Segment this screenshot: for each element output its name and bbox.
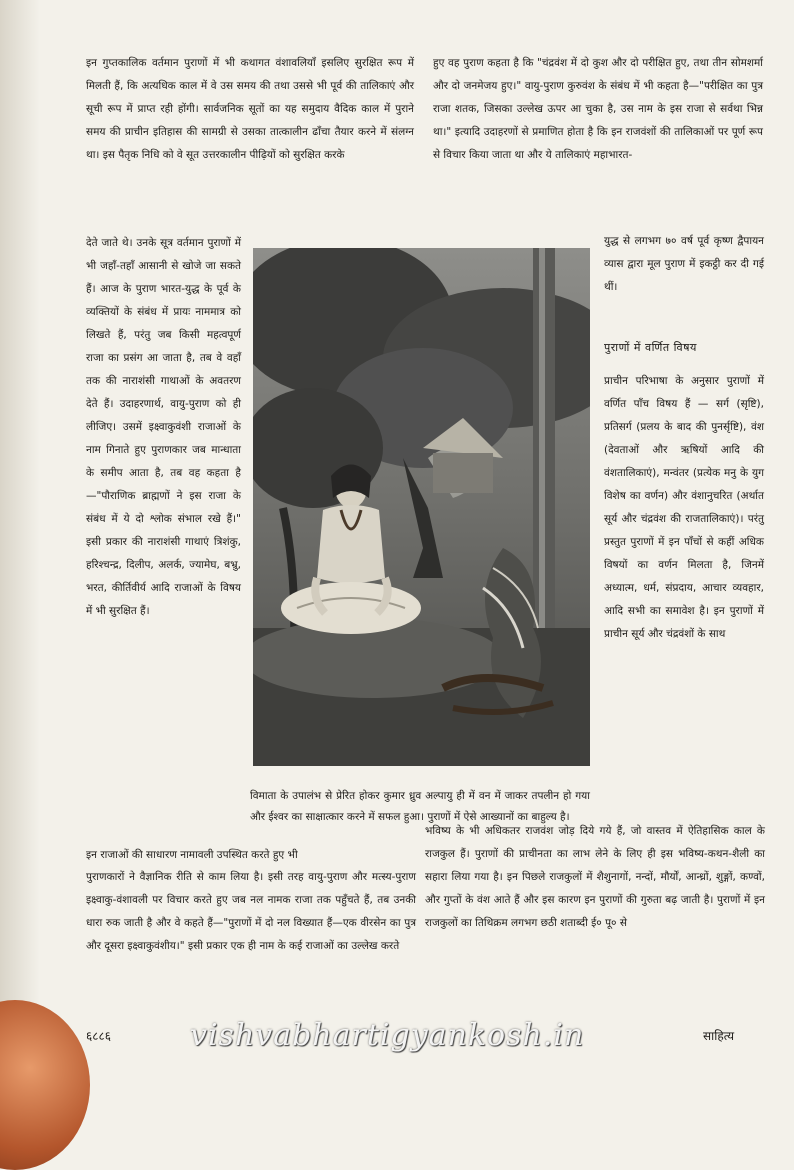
illustration-caption: विमाता के उपालंभ से प्रेरित होकर कुमार ध्रुव अल्पायु ही में वन में जाकर तपलीन हो गया और ईश्वर का साक्षात्कार करने में सफल हुआ। पुराणों में ऐसे आख्यानों का बाहुल्य है। (250, 789, 590, 823)
watermark: vishvabhartigyankosh.in (190, 1018, 585, 1053)
body-text-left-narrow: देते जाते थे। उनके सूत्र वर्तमान पुराणों में भी जहाँ-तहाँ आसानी से खोजे जा सकते हैं। आज के पुराण भारत-युद्ध के पूर्व के व्यक्तियों के संबंध में प्रायः नाममात्र को लिखते हैं, परंतु जब किसी महत्वपूर्ण राजा का प्रसंग आ जाता है, तब वे वहाँ तक की नाराशंसी गाथाओं के अवतरण देते हैं। उदाहरणार्थ, वायु-पुराण को ही लीजिए। उसमें इक्ष्वाकुवंशी राजाओं के नाम गिनाते हुए पुराणकार जब मान्धाता के समीप आता है, तब वह कहता है—"पौराणिक ब्राह्मणों ने इस राजा के संबंध में ये दो श्लोक संभाल रखे हैं।" इसी प्रकार की नाराशंसी गाथाएं त्रिशंकु, हरिश्चन्द्र, दिलीप, अलर्क, ज्यामेघ, बभ्रु, भरत, कीर्तिवीर्य आदि राजाओं के विषय में भी सुरक्षित हैं। (86, 237, 241, 617)
page-binding-shadow (0, 0, 40, 1100)
section-name: साहित्य (703, 1029, 735, 1043)
body-text-left-top: इन गुप्तकालिक वर्तमान पुराणों में भी कथागत वंशावलियाँ इसलिए सुरक्षित रूप में मिलती हैं, कि अत्यधिक काल में वे उस समय की तथा उससे भी पूर्व की तालिकाएं और सूची रूप में प्राप्त रही होंगी। सार्वजनिक सूतों का यह समुदाय वैदिक काल में पुराने समय की प्राचीन इतिहास की सामग्री से उसका तात्कालीन ढाँचा तैयार करने में संलग्न था। इस पैतृक निधि को वे सूत उत्तरकालीन पीढ़ियों को सुरक्षित करके (86, 57, 414, 161)
body-text-bottom-left-continued: पुराणकारों ने वैज्ञानिक रीति से काम लिया है। इसी तरह वायु-पुराण और मत्स्य-पुराण इक्ष्वाकु-वंशावली पर विचार करते हुए जब नल नामक राजा तक पहुँचते हैं, तब उनकी धारा रुक जाती है और वे कहते हैं—"पुराणों में दो नल विख्यात हैं—एक वीरसेन का पुत्र और दूसरा इक्ष्वाकुवंशीय।" इसी प्रकार एक ही नाम के कई राजाओं का उल्लेख करते (86, 871, 416, 952)
page-number: ६८८६ (86, 1029, 111, 1043)
finger-in-corner (0, 1000, 90, 1170)
dhruva-illustration (253, 248, 590, 766)
body-text-right-narrow: प्राचीन परिभाषा के अनुसार पुराणों में वर्णित पाँच विषय हैं — सर्ग (सृष्टि), प्रतिसर्ग (प्रलय के बाद की पुनर्सृष्टि), वंश (देवताओं और ऋषियों आदि की वंशतालिकाएं), मन्वंतर (प्रत्येक मनु के युग विशेष का वर्णन) और वंशानुचरित (अर्थात सूर्य और चंद्रवंश की राजतालिकाएं)। परंतु प्रस्तुत पुराणों में इन पाँचों से कहीं अधिक विषयों का वर्णन मिलता है, जिनमें अध्यात्म, धर्म, संप्रदाय, आचार व्यवहार, आदि सभी का समावेश है। इन पुराणों में प्राचीन सूर्य और चंद्रवंशों के साथ (604, 375, 764, 640)
body-text-right-top: हुए वह पुराण कहता है कि "चंद्रवंश में दो कुश और दो परीक्षित हुए, तथा तीन सोमशर्मा और दो जनमेजय हुए।" वायु-पुराण कुरुवंश के संबंध में भी कहता है—"परीक्षित का पुत्र राजा शतक, जिसका उल्लेख ऊपर आ चुका है, उस नाम के इस राजा से सर्वथा भिन्न था।" इत्यादि उदाहरणों से प्रमाणित होता है कि इन राजवंशों की तालिकाओं पर पूर्ण रूप से विचार किया जाता था और ये तालिकाएं महाभारत- (433, 57, 763, 161)
body-text-bottom-right: भविष्य के भी अधिकतर राजवंश जोड़ दिये गये हैं, जो वास्तव में ऐतिहासिक काल के राजकुल हैं। पुराणों की प्राचीनता का लाभ लेने के लिए ही इस भविष्य-कथन-शैली का सहारा लिया गया है। इन पिछले राजकुलों में शैशुनागों, नन्दों, मौर्यों, आन्ध्रों, शुङ्गों, कण्वों, और गुप्तों के वंश आते हैं और इस कारण इन पुराणों की गुरुता बढ़ जाती है। पुराणों में इन राजकुलों का तिथिक्रम लगभग छठी शताब्दी ई० पू० से (425, 825, 765, 929)
body-text-bottom-left: इन राजाओं की साधारण नामावली उपस्थित करते हुए भी (86, 849, 298, 861)
section-heading: पुराणों में वर्णित विषय (604, 341, 697, 354)
body-text-right-narrow-top: युद्ध से लगभग ७० वर्ष पूर्व कृष्ण द्वैपायन व्यास द्वारा मूल पुराण में इकट्ठी कर दी गई थीं। (604, 235, 764, 293)
